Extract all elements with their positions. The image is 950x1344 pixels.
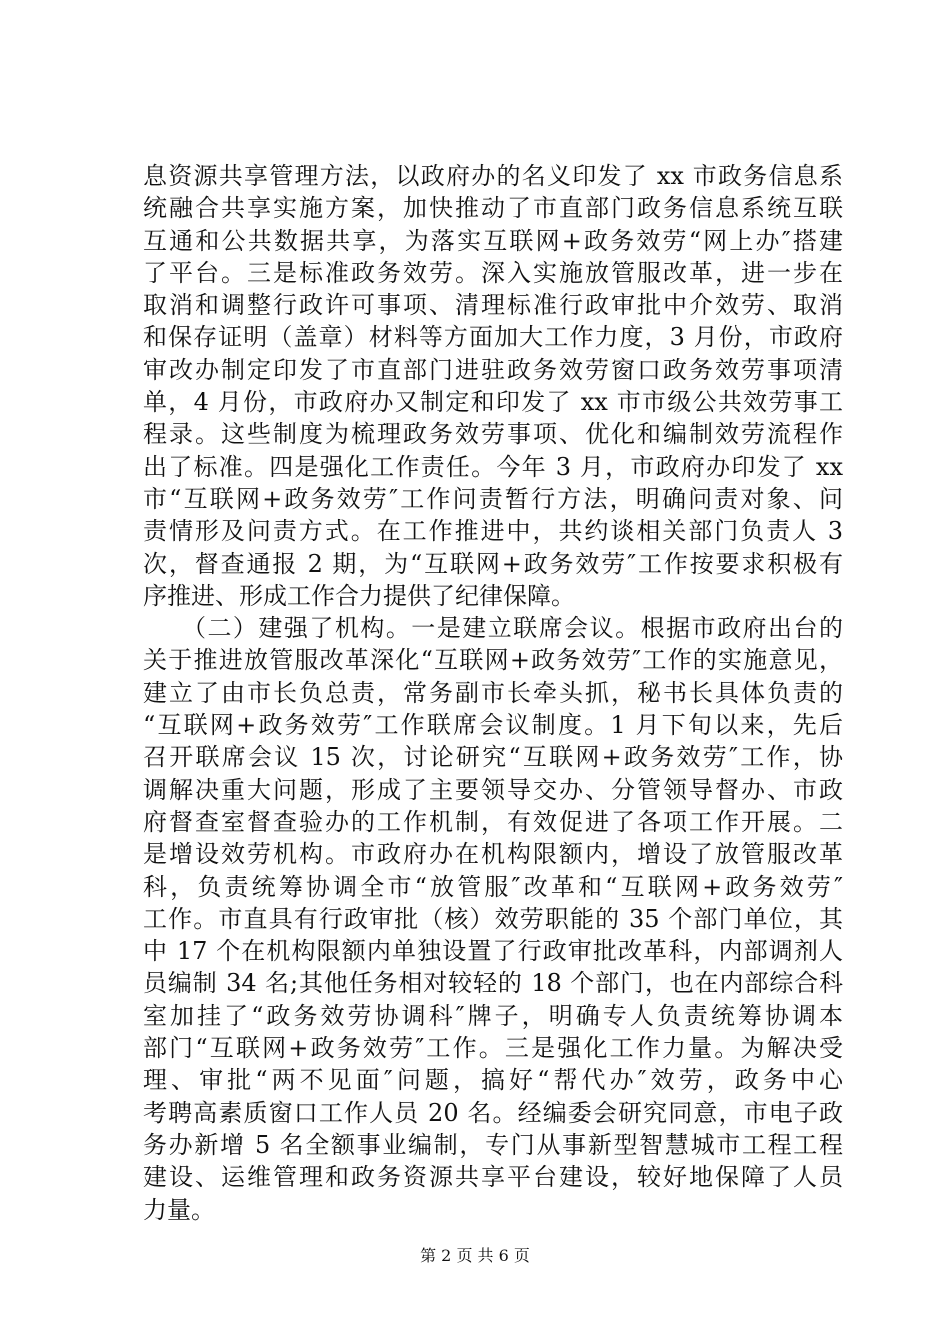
text-line: 理、审批“两不见面″问题，搞好“帮代办″效劳，政务中心: [143, 1066, 843, 1095]
text-line: 建设、运维管理和政务资源共享平台建设，较好地保障了人员: [143, 1163, 843, 1192]
text-line: 部门“互联网+政务效劳″工作。三是强化工作力量。为解决受: [143, 1034, 843, 1063]
text-line: 府督查室督查验办的工作机制，有效促进了各项工作开展。二: [143, 807, 843, 836]
text-line: 员编制 34 名;其他任务相对较轻的 18 个部门，也在内部综合科: [143, 969, 843, 998]
text-line: 务办新增 5 名全额事业编制，专门从事新型智慧城市工程工程: [143, 1130, 843, 1159]
text-line: 出了标准。四是强化工作责任。今年 3 月，市政府办印发了 xx: [143, 452, 843, 481]
text-line: 科，负责统筹协调全市“放管服″改革和“互联网+政务效劳″: [143, 872, 843, 901]
document-body: [143, 160, 843, 1226]
text-line: 责情形及问责方式。在工作推进中，共约谈相关部门负责人 3: [143, 517, 843, 546]
text-line: 序推进、形成工作合力提供了纪律保障。: [143, 581, 575, 610]
text-line: 单，4 月份，市政府办又制定和印发了 xx 市市级公共效劳事工: [143, 388, 843, 417]
text-line: 关于推进放管服改革深化“互联网+政务效劳″工作的实施意见，: [143, 646, 843, 675]
page-footer: 第 2 页 共 6 页: [420, 1246, 530, 1265]
text-line: 次，督查通报 2 期，为“互联网+政务效劳″工作按要求积极有: [143, 549, 843, 578]
text-line: 建立了由市长负总责，常务副市长牵头抓，秘书长具体负责的: [143, 678, 843, 707]
text-line: 室加挂了“政务效劳协调科″牌子，明确专人负责统筹协调本: [143, 1001, 843, 1030]
text-line: 和保存证明（盖章）材料等方面加大工作力度，3 月份，市政府: [143, 323, 843, 352]
text-line: 召开联席会议 15 次，讨论研究“互联网+政务效劳″工作，协: [143, 743, 843, 772]
text-line: 程录。这些制度为梳理政务效劳事项、优化和编制效劳流程作: [143, 420, 843, 449]
text-line: 调解决重大问题，形成了主要领导交办、分管领导督办、市政: [143, 775, 843, 804]
text-line: 考聘高素质窗口工作人员 20 名。经编委会研究同意，市电子政: [143, 1098, 843, 1127]
text-line: 息资源共享管理方法，以政府办的名义印发了 xx 市政务信息系: [143, 162, 843, 190]
text-line: 审改办制定印发了市直部门进驻政务效劳窗口政务效劳事项清: [143, 355, 843, 384]
text-line: 市“互联网+政务效劳″工作问责暂行方法，明确问责对象、问: [143, 484, 843, 513]
text-line: 是增设效劳机构。市政府办在机构限额内，增设了放管服改革: [143, 840, 843, 869]
text-line: 互通和公共数据共享，为落实互联网+政务效劳“网上办″搭建: [143, 226, 843, 255]
text-line: 了平台。三是标准政务效劳。深入实施放管服改革，进一步在: [143, 258, 843, 287]
text-line: “互联网+政务效劳″工作联席会议制度。1 月下旬以来，先后: [143, 711, 843, 740]
text-line: 中 17 个在机构限额内单独设置了行政审批改革科，内部调剂人: [143, 937, 843, 966]
text-line: 统融合共享实施方案，加快推动了市直部门政务信息系统互联: [143, 194, 843, 223]
text-line: 工作。市直具有行政审批（核）效劳职能的 35 个部门单位，其: [143, 904, 843, 933]
text-line: （二）建强了机构。一是建立联席会议。根据市政府出台的: [143, 614, 843, 643]
text-line: 力量。: [143, 1195, 215, 1224]
text-line: 取消和调整行政许可事项、清理标准行政审批中介效劳、取消: [143, 291, 843, 320]
